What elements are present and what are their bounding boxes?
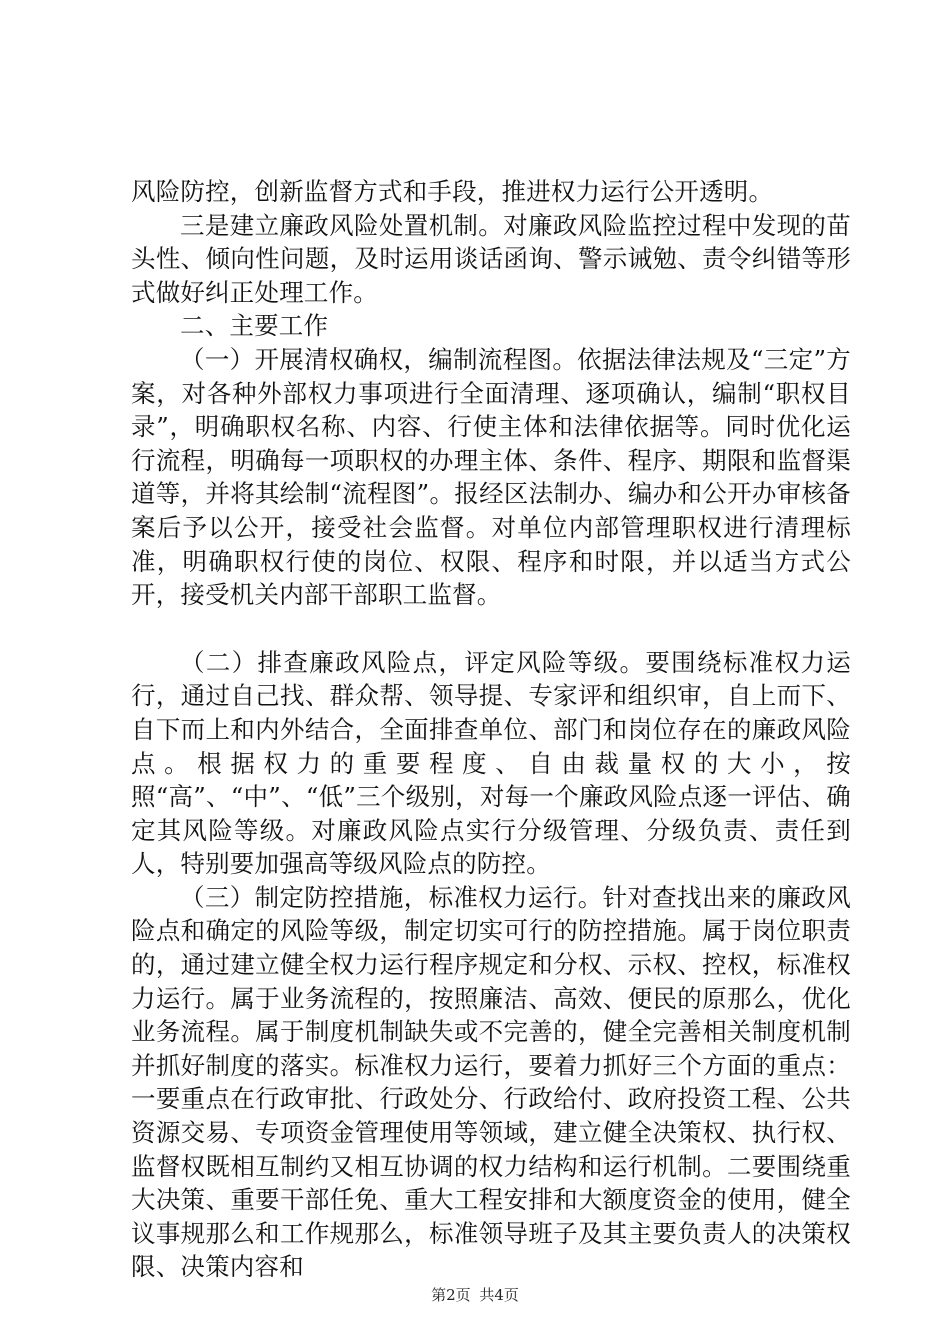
paragraph-risk-handling: 三是建立廉政风险处置机制。对廉政风险监控过程中发现的苗头性、倾向性问题，及时运用谈话函询、警示诫勉、责令纠错等形式做好纠正处理工作。 — [131, 210, 851, 307]
page-number: 第2页 — [431, 1286, 471, 1304]
page-total: 共4页 — [479, 1286, 519, 1304]
page-footer — [0, 1284, 950, 1305]
document-body — [131, 175, 851, 1284]
paragraph-item-two: （二）排查廉政风险点，评定风险等级。要围绕标准权力运行，通过自己找、群众帮、领导提、专家评和组织审，自上而下、自下而上和内外结合，全面排查单位、部门和岗位存在的廉政风险点。根据权力的重要程度、自由裁量权的大小，按照“高”、“中”、“低”三个级别，对每一个廉政风险点逐一评估、确定其风险等级。对廉政风险点实行分级管理、分级负责、责任到人，特别要加强高等级风险点的防控。 — [131, 647, 851, 879]
section-heading-main-work: 二、主要工作 — [180, 311, 329, 341]
paragraph-gap — [131, 612, 851, 646]
paragraph-item-three: （三）制定防控措施，标准权力运行。针对查找出来的廉政风险点和确定的风险等级，制定切实可行的防控措施。属于岗位职责的，通过建立健全权力运行程序规定和分权、示权、控权，标准权力运行。属于业务流程的，按照廉洁、高效、便民的原那么，优化业务流程。属于制度机制缺失或不完善的，健全完善相关制度机制并抓好制度的落实。标准权力运行，要着力抓好三个方面的重点：一要重点在行政审批、行政处分、行政给付、政府投资工程、公共资源交易、专项资金管理使用等领域，建立健全决策权、执行权、监督权既相互制约又相互协调的权力结构和运行机制。二要围绕重大决策、重要干部任免、重大工程安排和大额度资金的使用，健全议事规那么和工作规那么，标准领导班子及其主要负责人的决策权限、决策内容和 — [131, 882, 851, 1282]
paragraph-item-one: （一）开展清权确权，编制流程图。依据法律法规及“三定”方案，对各种外部权力事项进行全面清理、逐项确认，编制“职权目录”，明确职权名称、内容、行使主体和法律依据等。同时优化运行流程，明确每一项职权的办理主体、条件、程序、期限和监督渠道等，并将其绘制“流程图”。报经区法制办、编办和公开办审核备案后予以公开，接受社会监督。对单位内部管理职权进行清理标准，明确职权行使的岗位、权限、程序和时限，并以适当方式公开，接受机关内部干部职工监督。 — [131, 344, 851, 610]
paragraph-continuation: 风险防控，创新监督方式和手段，推进权力运行公开透明。 — [131, 177, 774, 206]
